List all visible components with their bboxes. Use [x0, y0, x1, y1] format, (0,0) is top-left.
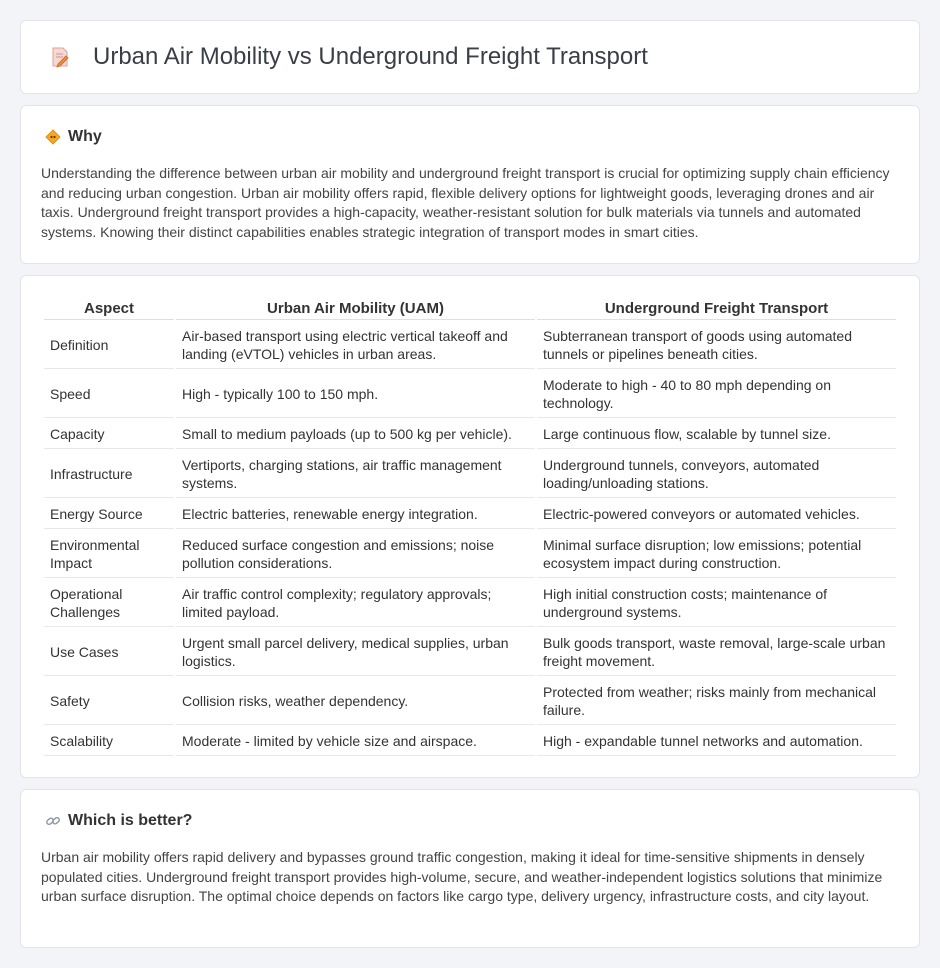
- cell-aspect: Environmental Impact: [44, 531, 174, 578]
- cell-uam: Small to medium payloads (up to 500 kg per vehicle).: [176, 420, 535, 449]
- header-underground: Underground Freight Transport: [537, 298, 896, 320]
- cell-uam: Air-based transport using electric vertical takeoff and landing (eVTOL) vehicles in urban areas.: [176, 322, 535, 369]
- cell-underground: Subterranean transport of goods using automated tunnels or pipelines beneath cities.: [537, 322, 896, 369]
- document-edit-icon: [47, 44, 73, 70]
- page-title: Urban Air Mobility vs Underground Freight Transport: [93, 43, 648, 70]
- table-row: [44, 420, 896, 449]
- cell-aspect: Use Cases: [44, 629, 174, 676]
- cell-uam: Collision risks, weather dependency.: [176, 678, 535, 725]
- table-row: [44, 371, 896, 418]
- table-row: [44, 727, 896, 756]
- table-row: [44, 678, 896, 725]
- better-heading: Which is better?: [68, 812, 193, 829]
- cell-uam: Reduced surface congestion and emissions; noise pollution considerations.: [176, 531, 535, 578]
- why-header: [41, 128, 899, 146]
- cell-aspect: Capacity: [44, 420, 174, 449]
- comparison-table-card: [20, 275, 920, 778]
- table-row: [44, 500, 896, 529]
- table-header-row: [44, 298, 896, 320]
- cell-underground: High - expandable tunnel networks and automation.: [537, 727, 896, 756]
- cell-uam: Vertiports, charging stations, air traffic management systems.: [176, 451, 535, 498]
- cell-underground: Minimal surface disruption; low emissions; potential ecosystem impact during construction.: [537, 531, 896, 578]
- cell-underground: Electric-powered conveyors or automated vehicles.: [537, 500, 896, 529]
- better-header: [41, 812, 899, 830]
- cell-uam: Moderate - limited by vehicle size and airspace.: [176, 727, 535, 756]
- cell-uam: Electric batteries, renewable energy integration.: [176, 500, 535, 529]
- table-row: [44, 322, 896, 369]
- link-icon: [43, 812, 63, 830]
- table-row: [44, 629, 896, 676]
- cell-aspect: Speed: [44, 371, 174, 418]
- road-sign-icon: [43, 128, 63, 146]
- cell-uam: High - typically 100 to 150 mph.: [176, 371, 535, 418]
- comparison-table: [42, 296, 898, 758]
- title-card: [20, 20, 920, 94]
- cell-aspect: Operational Challenges: [44, 580, 174, 627]
- cell-uam: Air traffic control complexity; regulatory approvals; limited payload.: [176, 580, 535, 627]
- cell-uam: Urgent small parcel delivery, medical supplies, urban logistics.: [176, 629, 535, 676]
- cell-underground: Protected from weather; risks mainly from mechanical failure.: [537, 678, 896, 725]
- why-paragraph: Understanding the difference between urban air mobility and underground freight transport is crucial for optimizing supply chain efficiency and reducing urban congestion. Urban air mobility offers rapid, flexible delivery options for lightweight goods, leveraging drones and air taxis. Underground freight transport provides a high-capacity, weather-resistant solution for bulk materials via tunnels and automated systems. Knowing their distinct capabilities enables strategic integration of transport modes in smart cities.: [41, 165, 890, 240]
- cell-aspect: Energy Source: [44, 500, 174, 529]
- cell-aspect: Infrastructure: [44, 451, 174, 498]
- table-row: [44, 580, 896, 627]
- table-row: [44, 451, 896, 498]
- why-heading: Why: [68, 128, 102, 145]
- header-uam: Urban Air Mobility (UAM): [176, 298, 535, 320]
- cell-aspect: Scalability: [44, 727, 174, 756]
- cell-underground: Bulk goods transport, waste removal, large-scale urban freight movement.: [537, 629, 896, 676]
- cell-aspect: Safety: [44, 678, 174, 725]
- cell-underground: High initial construction costs; maintenance of underground systems.: [537, 580, 896, 627]
- header-aspect: Aspect: [44, 298, 174, 320]
- which-better-section: [20, 789, 920, 948]
- cell-aspect: Definition: [44, 322, 174, 369]
- cell-underground: Moderate to high - 40 to 80 mph depending on technology.: [537, 371, 896, 418]
- why-section: [20, 105, 920, 264]
- better-paragraph: Urban air mobility offers rapid delivery and bypasses ground traffic congestion, making it ideal for time-sensitive shipments in densely populated cities. Underground freight transport provides high-volume, secure, and weather-independent logistics solutions that minimize urban surface disruption. The optimal choice depends on factors like cargo type, delivery urgency, infrastructure costs, and city layout.: [41, 849, 883, 904]
- table-row: [44, 531, 896, 578]
- cell-underground: Large continuous flow, scalable by tunnel size.: [537, 420, 896, 449]
- cell-underground: Underground tunnels, conveyors, automated loading/unloading stations.: [537, 451, 896, 498]
